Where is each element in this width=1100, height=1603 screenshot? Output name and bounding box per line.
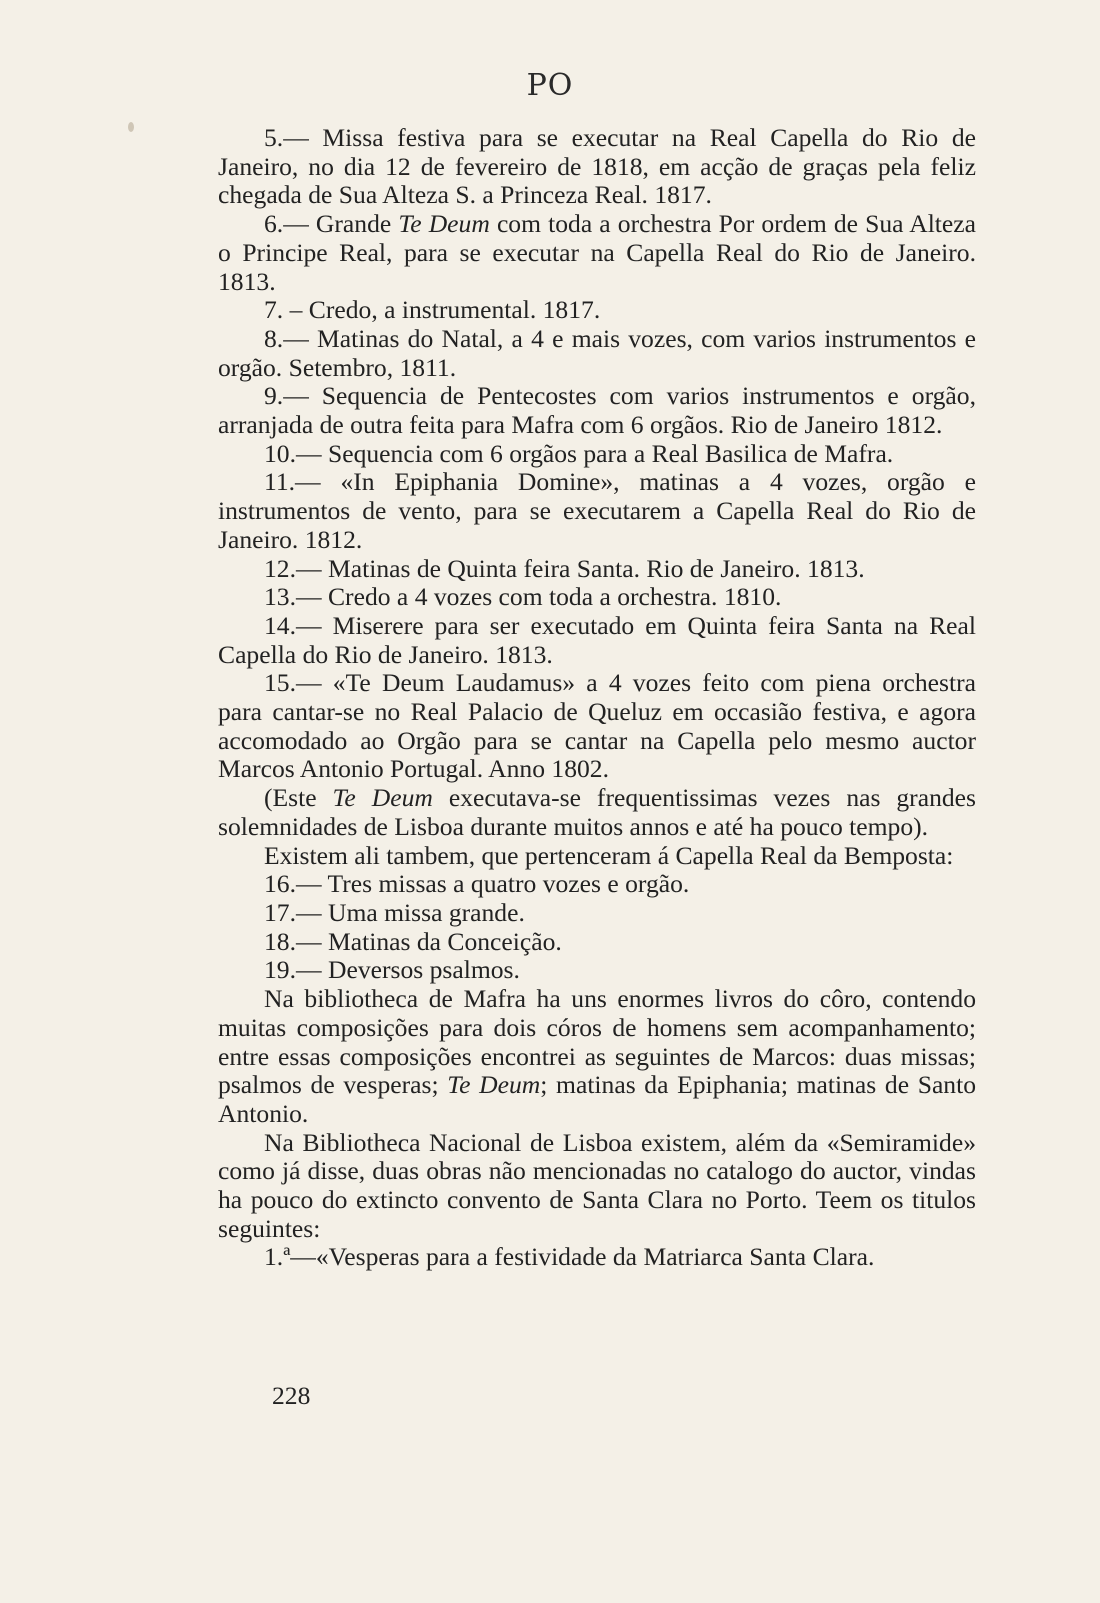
catalog-entry-14: 14.— Miserere para ser executado em Quinta feira Santa na Real Capella do Rio de Janeiro. 1813. — [218, 610, 976, 669]
catalog-entry-19: 19.— Deversos psalmos. — [264, 955, 520, 985]
catalog-entry-13: 13.— Credo a 4 vozes com toda a orchestra. 1810. — [264, 582, 782, 612]
catalog-entry-16: 16.— Tres missas a quatro vozes e orgão. — [264, 869, 690, 899]
running-head: PO — [526, 68, 574, 103]
mafra-title: Te Deum — [447, 1070, 541, 1100]
bemposta-intro: Existem ali tambem, que pertenceram á Capella Real da Bemposta: — [264, 840, 954, 870]
catalog-entry-6 — [218, 210, 976, 296]
catalog-entry-15-note — [218, 784, 976, 841]
catalog-entry-12: 12.— Matinas de Quinta feira Santa. Rio de Janeiro. 1813. — [264, 553, 865, 583]
note-rest: executava-se frequentissimas vezes nas grandes solemnidades de Lisboa durante muitos annos e até ha pouco tempo). — [218, 783, 976, 841]
note-title: Te Deum — [332, 783, 433, 813]
entry-6-title: Te Deum — [398, 209, 490, 239]
catalog-entry-15: 15.— «Te Deum Laudamus» a 4 vozes feito com piena orchestra para cantar-se no Real Palacio de Queluz em occasião festiva, e agora accomodado ao Orgão para se cantar na Capella pelo mesmo auctor Marcos Antonio Portugal. Anno 1802. — [218, 668, 976, 784]
entry-6-rest: com toda a orchestra Por ordem de Sua Alteza o Principe Real, para se executar na Capella Real do Rio de Janeiro. 1813. — [218, 209, 976, 296]
page-number: 228 — [272, 1381, 311, 1410]
entry-6-lead: 6.— Grande — [264, 209, 399, 239]
body-text — [218, 124, 976, 1272]
mafra-rest: ; matinas da Epiphania; matinas de Santo Antonio. — [218, 1070, 977, 1128]
catalog-entry-7: 7. – Credo, a instrumental. 1817. — [264, 295, 601, 325]
catalog-entry-9: 9.— Sequencia de Pentecostes com varios instrumentos e orgão, arranjada de outra feita para Mafra com 6 orgãos. Rio de Janeiro 1812. — [218, 381, 976, 440]
catalog-entry-18: 18.— Matinas da Conceição. — [264, 926, 562, 956]
mafra-lead: Na bibliotheca de Mafra ha uns enormes livros do côro, contendo muitas composições para dois córos de homens sem acompanhamento; entre essas composições encontrei as seguintes de Marcos: duas missas; psalmos de vesperas; — [218, 984, 976, 1100]
biblioteca-paragraph: Na Bibliotheca Nacional de Lisboa existem, além da «Semiramide» como já disse, duas obras não mencionadas no catalogo do auctor, vindas ha pouco do extincto convento de Santa Clara no Porto. Teem os titulos seguintes: — [218, 1127, 976, 1243]
catalog-entry-11: 11.— «In Epiphania Domine», matinas a 4 vozes, orgão e instrumentos de vento, para se executarem a Capella Real do Rio de Janeiro. 1812. — [218, 467, 976, 554]
paper-blemish — [128, 122, 134, 132]
note-lead: (Este — [264, 783, 333, 813]
catalog-entry-5: 5.— Missa festiva para se executar na Real Capella do Rio de Janeiro, no dia 12 de fevereiro de 1818, em acção de graças pela feliz chegada de Sua Alteza S. a Princeza Real. 1817. — [218, 123, 976, 210]
catalog-entry-17: 17.— Uma missa grande. — [264, 897, 525, 927]
mafra-paragraph — [218, 985, 976, 1129]
catalog-entry-8: 8.— Matinas do Natal, a 4 e mais vozes, com varios instrumentos e orgão. Setembro, 1811. — [218, 323, 976, 382]
title-entry-1a: 1.ª—«Vesperas para a festividade da Matriarca Santa Clara. — [264, 1242, 875, 1272]
catalog-entry-10: 10.— Sequencia com 6 orgãos para a Real Basilica de Mafra. — [264, 438, 894, 468]
